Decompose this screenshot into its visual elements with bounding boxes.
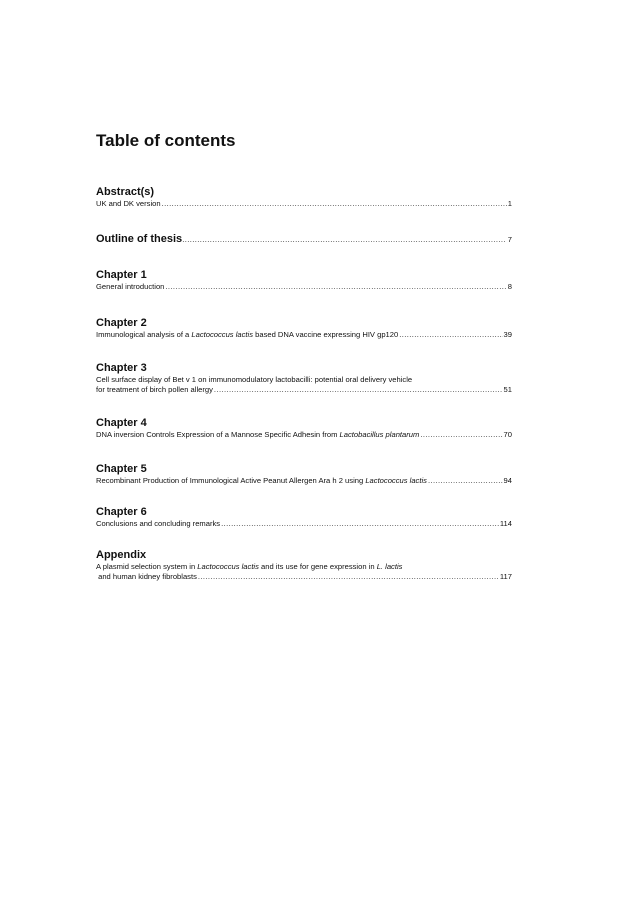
entry-text: General introduction — [96, 282, 165, 291]
entry-heading: Chapter 3 — [96, 362, 147, 374]
species-name: Lactococcus lactis — [365, 476, 427, 485]
entry-heading: Chapter 6 — [96, 506, 147, 518]
entry-heading: Outline of thesis — [96, 233, 183, 245]
toc-line — [96, 232, 512, 246]
toc-line — [96, 476, 512, 486]
entry-text-part: and its use for gene expression in — [258, 562, 377, 571]
entry-text: UK and DK version — [96, 199, 161, 208]
page-number: 117 — [499, 572, 512, 581]
toc-entry-chapter-1 — [96, 269, 512, 292]
toc-entry-appendix — [96, 549, 512, 582]
toc-line — [96, 282, 512, 292]
table-of-contents — [96, 130, 512, 581]
dot-leader — [221, 519, 499, 529]
species-name: Lactococcus lactis — [191, 330, 254, 339]
species-name: Lactobacillus plantarum — [339, 430, 420, 439]
entry-heading: Appendix — [96, 549, 147, 561]
entry-text-part: Immunological analysis of a — [96, 330, 192, 339]
toc-entry-chapter-5 — [96, 463, 512, 486]
entry-heading: Chapter 2 — [96, 317, 147, 329]
dot-leader — [214, 385, 503, 395]
toc-entry-chapter-4 — [96, 417, 512, 440]
toc-line — [96, 519, 512, 529]
species-name: Lactococcus lactis — [197, 562, 259, 571]
dot-leader — [162, 199, 507, 209]
entry-text — [96, 430, 419, 440]
page-number: 51 — [503, 385, 512, 394]
entry-text-part: Recombinant Production of Immunological Active Peanut Allergen Ara h 2 using — [96, 476, 366, 485]
page-number: 114 — [499, 519, 512, 528]
toc-line — [96, 385, 512, 395]
dot-leader — [198, 572, 499, 582]
entry-text: for treatment of birch pollen allergy — [96, 385, 213, 394]
entry-text — [96, 476, 427, 486]
toc-entry-chapter-2 — [96, 317, 512, 340]
entry-text-part: based DNA vaccine expressing HIV gp120 — [253, 330, 399, 339]
dot-leader — [420, 430, 502, 440]
toc-line — [96, 199, 512, 209]
entry-text: and human kidney fibroblasts — [96, 572, 197, 581]
entry-text-part: A plasmid selection system in — [96, 562, 198, 571]
dot-leader — [182, 233, 505, 246]
entry-text: Conclusions and concluding remarks — [96, 519, 221, 528]
species-name: L. lactis — [376, 562, 403, 571]
page-number: 7 — [507, 235, 512, 244]
page-number: 8 — [507, 282, 512, 291]
toc-line — [96, 430, 512, 440]
entry-text-part: DNA inversion Controls Expression of a Mannose Specific Adhesin from — [96, 430, 340, 439]
entry-text-line: Cell surface display of Bet v 1 on immunomodulatory lactobacilli: potential oral delivery vehicle — [96, 375, 413, 384]
entry-heading: Chapter 1 — [96, 269, 147, 281]
toc-title: Table of contents — [96, 131, 236, 150]
dot-leader — [399, 330, 502, 340]
entry-text-line — [96, 562, 512, 572]
entry-heading: Abstract(s) — [96, 186, 155, 198]
entry-heading: Chapter 4 — [96, 417, 147, 429]
entry-heading: Chapter 5 — [96, 463, 147, 475]
dot-leader — [165, 282, 506, 292]
page-number: 94 — [503, 476, 512, 485]
entry-text — [96, 330, 398, 340]
toc-entry-chapter-6 — [96, 506, 512, 529]
dot-leader — [428, 476, 503, 486]
toc-entry-outline — [96, 232, 512, 246]
toc-entry-chapter-3 — [96, 362, 512, 395]
page-number: 70 — [503, 430, 512, 439]
toc-entry-abstract — [96, 186, 512, 209]
toc-line — [96, 330, 512, 340]
toc-line — [96, 572, 512, 582]
page-number: 1 — [507, 199, 512, 208]
page-number: 39 — [503, 330, 512, 339]
